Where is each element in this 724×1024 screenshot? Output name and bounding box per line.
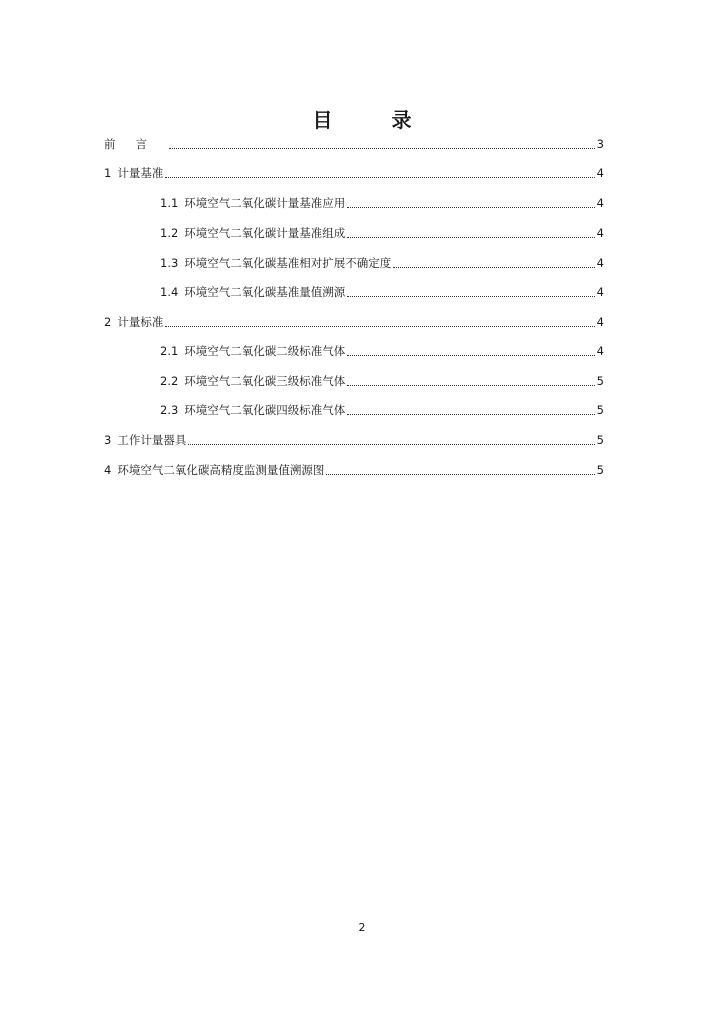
toc-entry-page: 4 bbox=[596, 315, 604, 329]
toc-entry-page: 4 bbox=[596, 344, 604, 358]
toc-entry-number: 2.2 bbox=[160, 374, 179, 388]
toc-leader-dots bbox=[347, 295, 594, 297]
toc-entry-4[interactable] bbox=[104, 462, 604, 478]
toc-entry-page: 4 bbox=[596, 196, 604, 210]
toc-entry-page: 4 bbox=[596, 256, 604, 270]
toc-entry-number: 2 bbox=[104, 315, 112, 329]
toc-leader-dots bbox=[347, 413, 594, 415]
toc-entry-page: 5 bbox=[596, 463, 604, 477]
toc-leader-dots bbox=[165, 176, 594, 178]
toc-entry-page: 3 bbox=[596, 137, 604, 151]
toc-entry-number: 2.1 bbox=[160, 344, 179, 358]
toc-entry-1-4[interactable] bbox=[160, 284, 604, 300]
toc-entry-label: 环境空气二氧化碳基准量值溯源 bbox=[184, 285, 346, 299]
toc-entry-1-1[interactable] bbox=[160, 195, 604, 211]
toc-entry-1-3[interactable] bbox=[160, 255, 604, 271]
toc-entry-number: 2.3 bbox=[160, 403, 179, 417]
toc-entry-page: 5 bbox=[596, 433, 604, 447]
toc-entry-label: 计量基准 bbox=[117, 166, 164, 180]
toc-entry-1[interactable] bbox=[104, 165, 604, 181]
toc-entry-label: 环境空气二氧化碳计量基准应用 bbox=[184, 196, 346, 210]
toc-entry-page: 4 bbox=[596, 285, 604, 299]
toc-leader-dots bbox=[347, 236, 594, 238]
toc-entry-page: 4 bbox=[596, 226, 604, 240]
toc-leader-dots bbox=[347, 354, 594, 356]
toc-entry-label: 环境空气二氧化碳三级标准气体 bbox=[184, 374, 346, 388]
page-title: 目 录 bbox=[312, 108, 438, 132]
toc-entry-label: 前言 bbox=[104, 137, 167, 151]
toc-entry-2[interactable] bbox=[104, 314, 604, 330]
toc-entry-number: 3 bbox=[104, 433, 112, 447]
toc-leader-dots bbox=[188, 443, 594, 445]
toc-entry-3[interactable] bbox=[104, 432, 604, 448]
toc-entry-page: 5 bbox=[596, 374, 604, 388]
toc-entry-number: 1 bbox=[104, 166, 112, 180]
toc-entry-number: 1.4 bbox=[160, 285, 179, 299]
toc-entry-1-2[interactable] bbox=[160, 225, 604, 241]
toc-leader-dots bbox=[165, 325, 594, 327]
toc-entry-label: 环境空气二氧化碳计量基准组成 bbox=[184, 226, 346, 240]
toc-entry-number: 1.2 bbox=[160, 226, 179, 240]
toc-entry-label: 环境空气二氧化碳二级标准气体 bbox=[184, 344, 346, 358]
toc-entry-2-2[interactable] bbox=[160, 373, 604, 389]
toc-entry-label: 环境空气二氧化碳基准相对扩展不确定度 bbox=[184, 256, 392, 270]
toc-leader-dots bbox=[347, 206, 594, 208]
toc-leader-dots bbox=[169, 147, 595, 149]
toc-entry-label: 工作计量器具 bbox=[117, 433, 187, 447]
toc-entry-number: 4 bbox=[104, 463, 112, 477]
toc-leader-dots bbox=[393, 266, 594, 268]
toc-entry-label: 环境空气二氧化碳高精度监测量值溯源图 bbox=[117, 463, 325, 477]
toc-entry-number: 1.1 bbox=[160, 196, 179, 210]
toc-entry-page: 5 bbox=[596, 403, 604, 417]
toc-leader-dots bbox=[326, 473, 594, 475]
toc-entry-2-3[interactable] bbox=[160, 402, 604, 418]
toc-entry-number: 1.3 bbox=[160, 256, 179, 270]
toc-entry-preface[interactable] bbox=[104, 136, 604, 152]
toc-entry-2-1[interactable] bbox=[160, 343, 604, 359]
toc-leader-dots bbox=[347, 384, 594, 386]
toc-entry-label: 环境空气二氧化碳四级标准气体 bbox=[184, 403, 346, 417]
toc-entry-label: 计量标准 bbox=[117, 315, 164, 329]
page-number: 2 bbox=[358, 921, 366, 934]
toc-entry-page: 4 bbox=[596, 166, 604, 180]
